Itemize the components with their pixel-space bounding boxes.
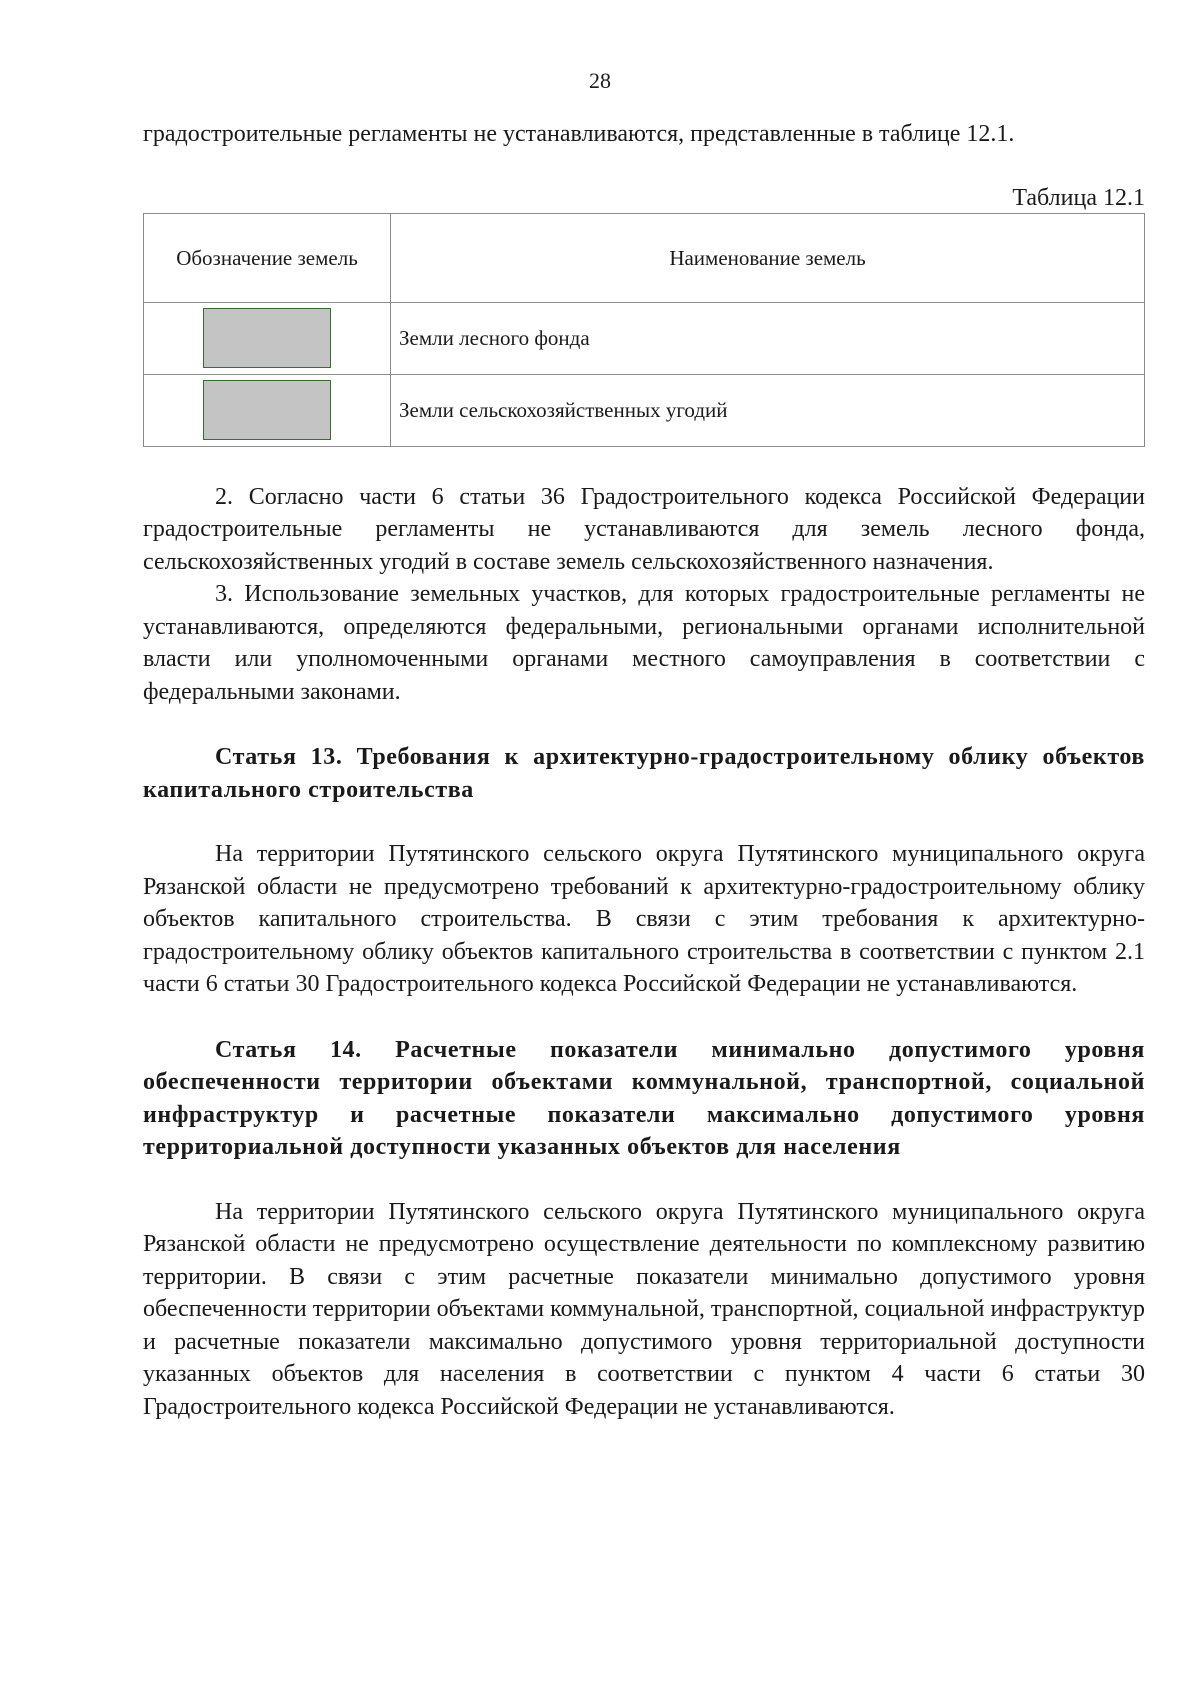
intro-paragraph: градостроительные регламенты не устанавливаются, представленные в таблице 12.1. [143, 121, 1015, 147]
table-row [144, 302, 1145, 374]
designation-cell [144, 302, 391, 374]
header-land-name: Наименование земель [391, 213, 1145, 302]
page-number: 28 [589, 68, 611, 93]
agricultural-land-swatch [203, 380, 331, 440]
table-caption: Таблица 12.1 [1012, 184, 1145, 211]
article-13-body: На территории Путятинского сельского округа Путятинского муниципального округа Рязанской области не предусмотрено требований к архитектурно-градостроительному облику объектов капитального строительства. В связи с этим требования к архитектурно-градостроительному облику объектов капитального строительства в соответствии с пунктом 2.1 части 6 статьи 30 Градостроительного кодекса Российской Федерации не устанавливаются. [143, 841, 1145, 997]
land-name-cell: Земли сельскохозяйственных угодий [391, 374, 1145, 446]
paragraph-3: 3. Использование земельных участков, для которых градостроительные регламенты не устанавливаются, определяются федеральными, региональными органами исполнительной власти или уполномоченными органами местного самоуправления в соответствии с федеральными законами. [143, 581, 1145, 705]
article-13-heading: Статья 13. Требования к архитектурно-градостроительному облику объектов капитального строительства [143, 744, 1145, 803]
table-row [144, 374, 1145, 446]
article-14-heading: Статья 14. Расчетные показатели минимально допустимого уровня обеспеченности территории объектами коммунальной, транспортной, социальной инфраструктур и расчетные показатели максимально допустимого уровня территориальной доступности указанных объектов для населения [143, 1036, 1145, 1160]
table-header-row [144, 213, 1145, 302]
page-content [143, 118, 1145, 1423]
land-name-cell: Земли лесного фонда [391, 302, 1145, 374]
forest-land-swatch [203, 308, 331, 368]
land-legend-table [143, 213, 1145, 447]
header-designation: Обозначение земель [144, 213, 391, 302]
article-14-body: На территории Путятинского сельского округа Путятинского муниципального округа Рязанской области не предусмотрено осуществление деятельности по комплексному развитию территории. В связи с этим расчетные показатели минимально допустимого уровня обеспеченности территории объектами коммунальной, транспортной, социальной инфраструктур и расчетные показатели максимально допустимого уровня территориальной доступности указанных объектов для населения в соответствии с пунктом 4 части 6 статьи 30 Градостроительного кодекса Российской Федерации не устанавливаются. [143, 1198, 1145, 1420]
designation-cell [144, 374, 391, 446]
paragraph-2: 2. Согласно части 6 статьи 36 Градостроительного кодекса Российской Федерации градостроительные регламенты не устанавливаются для земель лесного фонда, сельскохозяйственных угодий в составе земель сельскохозяйственного назначения. [143, 483, 1145, 575]
